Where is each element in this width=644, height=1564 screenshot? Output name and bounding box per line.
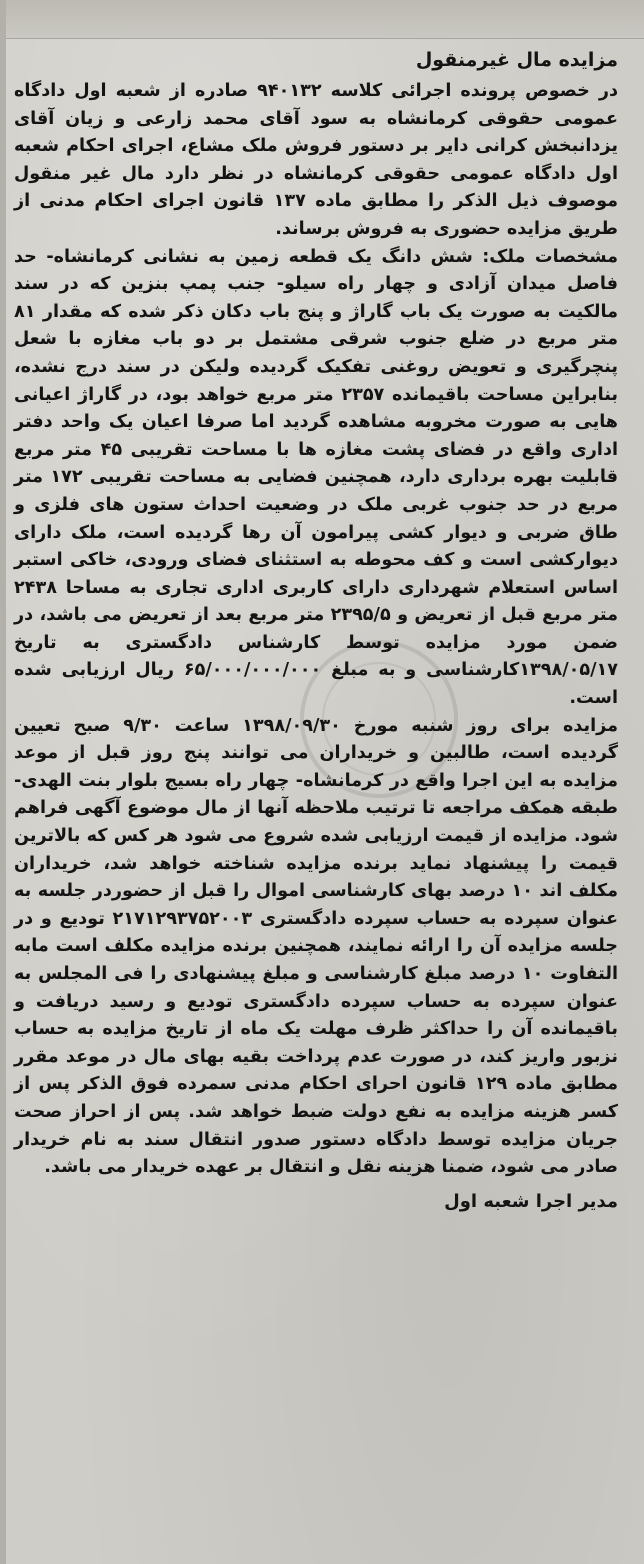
notice-body [14,46,618,1544]
intro-paragraph: در خصوص پرونده اجرائی کلاسه ۹۴۰۱۳۲ صادره از شعبه اول دادگاه عمومی حقوقی کرمانشاه به سود آقای محمد زارعی و زیان آقای یزدانبخش کرانی دایر بر دستور فروش ملک مشاع، اجرای احکام شعبه اول دادگاه عمومی حقوقی کرمانشاه در نظر دارد مال غیر منقول موصوف ذیل الذکر را مطابق ماده ۱۳۷ قانون اجرای احکام مدنی از طریق مزایده حضوری به فروش برساند. [14,81,619,239]
notice-title: مزایده مال غیرمنقول [415,49,618,71]
auction-terms-paragraph: مزایده برای روز شنبه مورخ ۱۳۹۸/۰۹/۳۰ ساعت ۹/۳۰ صبح تعیین گردیده است، طالبین و خریداران می توانند پنج روز قبل از موعد مزایده به این اجرا واقع در کرمانشاه- چهار راه بسیج بلوار بنت الهدی- طبقه همکف مراجعه تا ترتیب ملاحظه آنها از مال موضوع آگهی فراهم شود. مزایده از قیمت ارزیابی شده شروع می شود هر کس که بالاترین قیمت را پیشنهاد نماید برنده مزایده شناخته خواهد شد، خریداران مکلف اند ۱۰ درصد بهای کارشناسی اموال را قبل از حضوردر جلسه به عنوان سپرده به حساب سپرده دادگستری ۲۱۷۱۲۹۳۷۵۲۰۰۳ توديع و در جلسه مزایده آن را ارائه نمایند، همچنین برنده مزایده مکلف است مابه التفاوت ۱۰ درصد مبلغ کارشناسی و مبلغ پیشنهادی را فی المجلس به عنوان سپرده به حساب سپرده دادگستری تودیع و رسید دریافت و باقیمانده آن را حداکثر ظرف مهلت یک ماه از تاریخ مزایده به حساب نزبور واریز کند، در صورت عدم پرداخت بقیه بهای مال در موعد مقرر مطابق ماده ۱۲۹ قانون احرای احکام مدنی سمرده فوق الذکر پس از کسر هزینه مزایده به نفع دولت ضبط خواهد شد. پس از احراز صحت جریان مزایده توسط دادگاه دستور صدور انتقال سند به نام خریدار صادر می شود، ضمنا هزینه نقل و انتقال بر عهده خریدار می باشد. [14,715,618,1178]
signature-line: مدیر اجرا شعبه اول [444,1190,618,1212]
top-torn-strip [0,0,644,39]
left-edge-shadow [0,0,6,1564]
property-specs-paragraph: مشخصات ملک: شش دانگ یک قطعه زمین به نشانی کرمانشاه- حد فاصل میدان آزادی و چهار راه سیلو- جنب پمپ بنزین که در سند مالکیت به صورت یک باب گاراژ و پنج باب دکان ذکر شده که مقدار ۸۱ متر مربع در ضلع جنوب شرقی مشتمل بر دو باب مغازه با شعل پنچرگیری و تعویض روغنی تفکیک گردیده ولیکن در سند درج نشده، بنابراین مساحت باقیمانده ۲۳۵۷ متر مربع خواهد بود، در گاراژ اعیانی هایی به صورت مخروبه مشاهده گردید اما صرفا اعیان یک واحد دفتر اداری واقع در فضای پشت مغازه ها با مساحت تقریبی ۴۵ متر مربع قابلیت بهره برداری دارد، همچنین فضایی به مساحت تقریبی ۱۷۲ متر مربع در حد جنوب غربی ملک در وضعیت احداث ستون های فلزی و طاق ضربی و دیوار کشی پیرامون آن رها گردیده است، ملک دارای دیوارکشی است و کف محوطه به استثنای فضای ورودی، خاکی استبر اساس استعلام شهرداری دارای کاربری اداری تجاری به مساحا ۲۴۳۸ متر مربع قبل از تعریض و ۲۳۹۵/۵ متر مربع بعد از تعریض می باشد، در ضمن مورد مزایده توسط کارشناس دادگستری به تاریخ ۱۳۹۸/۰۵/۱۷کارشناسی و به مبلغ ۶۵/۰۰۰/۰۰۰/۰۰۰ ریال ارزیابی شده است. [14,246,618,709]
